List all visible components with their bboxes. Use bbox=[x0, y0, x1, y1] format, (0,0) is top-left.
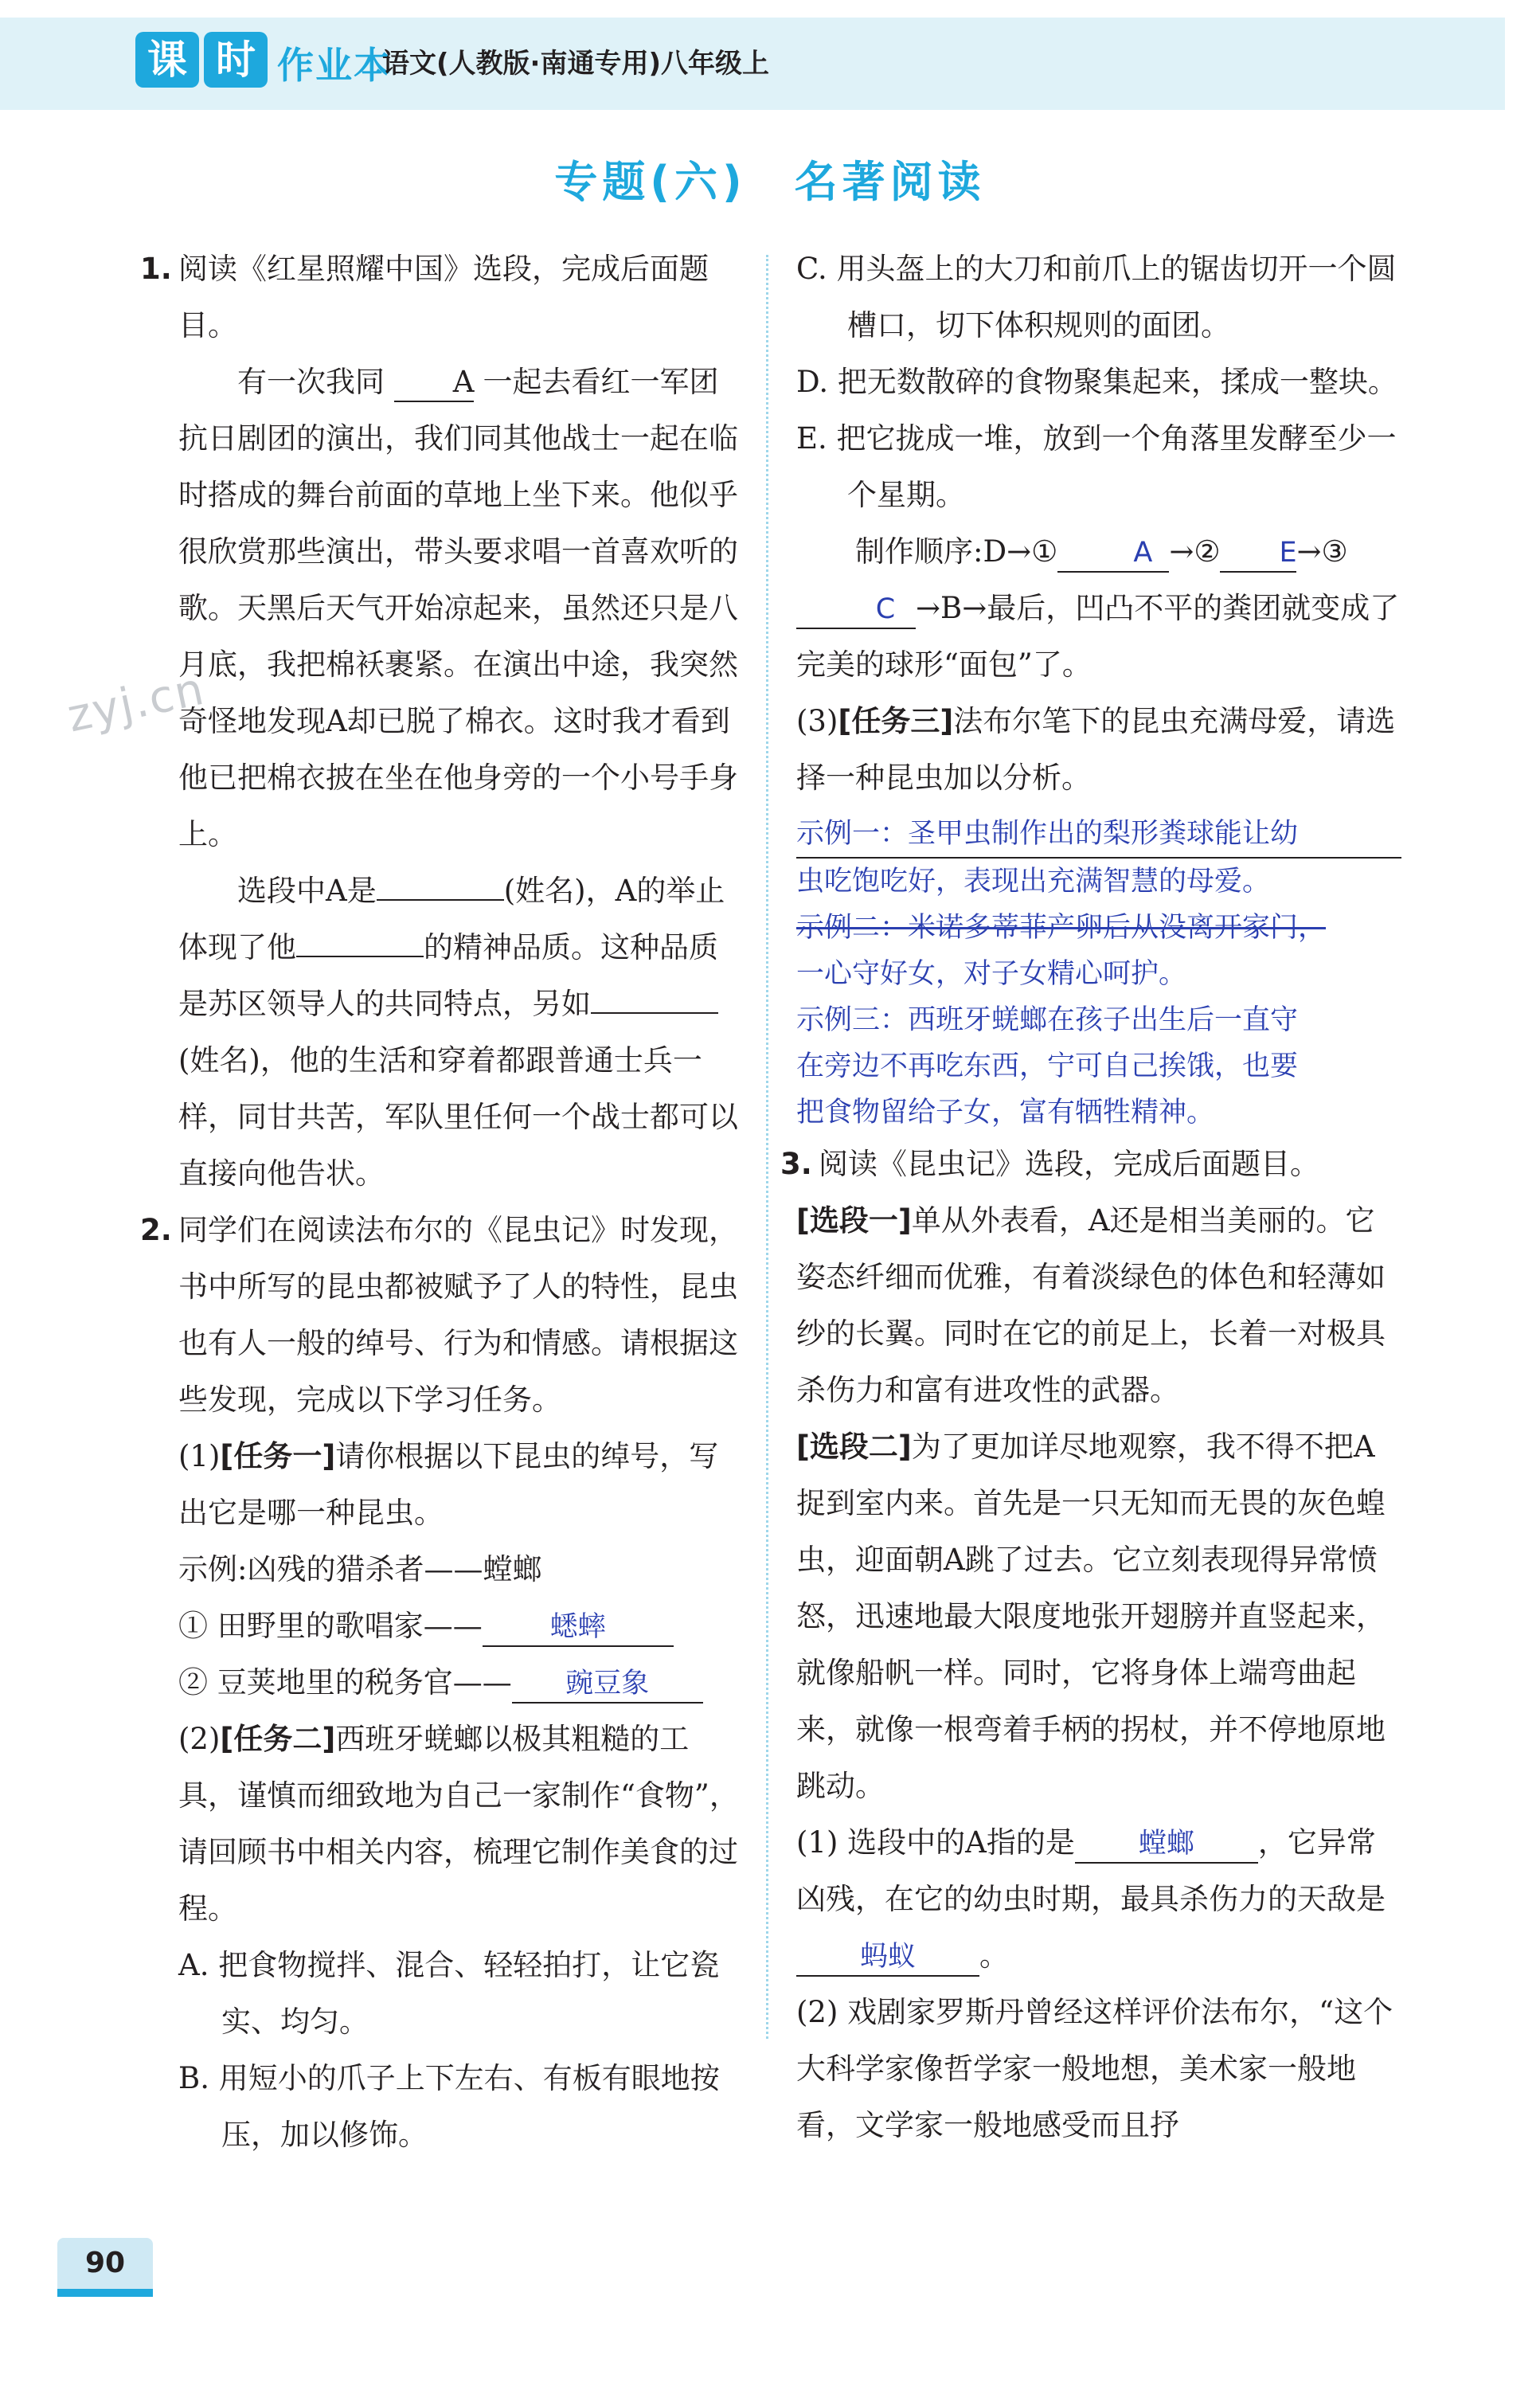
left-column bbox=[140, 241, 745, 2163]
example3-line1: 示例三：西班牙蜣螂在孩子出生后一直守 bbox=[796, 1004, 1299, 1036]
task1-text: 请你根据以下昆虫的绰号，写出它是哪一种昆虫。 bbox=[178, 1439, 719, 1530]
q3-stem bbox=[780, 1136, 1401, 1192]
q3-part1 bbox=[796, 1814, 1401, 1984]
item2-text: ② 豆荚地里的税务官—— bbox=[178, 1665, 512, 1700]
task3-answer bbox=[796, 811, 1401, 1136]
book-subject: 语文(人教版·南通专用)八年级上 bbox=[382, 48, 769, 80]
part1-b: ，它异常凶残，在它的幼虫时期，最具杀伤力的天敌是 bbox=[796, 1825, 1386, 1916]
q1-number: 1. bbox=[140, 252, 172, 286]
q2-stem bbox=[140, 1202, 745, 1428]
q2-item1 bbox=[140, 1598, 745, 1654]
part1-answer-2[interactable]: 蚂蚁 bbox=[796, 1938, 979, 1977]
task1-label: (1) bbox=[178, 1439, 221, 1473]
q3-excerpt2 bbox=[796, 1418, 1401, 1814]
task3-text: 法布尔笔下的昆虫充满母爱，请选择一种昆虫加以分析。 bbox=[796, 704, 1396, 795]
q1-passage-a: 有一次我同 bbox=[237, 365, 385, 399]
column-divider bbox=[766, 255, 768, 2039]
q2-task1 bbox=[140, 1428, 745, 1541]
q2-stem-text: 同学们在阅读法布尔的《昆虫记》时发现，书中所写的昆虫都被赋予了人的特性，昆虫也有人一般的绰号、行为和情感。请根据这些发现，完成以下学习任务。 bbox=[178, 1213, 738, 1417]
example1-line2: 虫吃饱吃好，表现出充满智慧的母爱。 bbox=[796, 866, 1271, 898]
option-d: D. 把无数散碎的食物聚集起来，揉成一整块。 bbox=[796, 365, 1397, 399]
page-number: 90 bbox=[57, 2238, 153, 2289]
q3-part2: (2) 戏剧家罗斯丹曾经这样评价法布尔，“这个大科学家像哲学家一般地想，美术家一般地看，文学家一般地感受而且抒 bbox=[796, 1995, 1393, 2142]
q1-question-c: 的精神品质。这种品质是苏区领导人的共同特点，另如 bbox=[178, 930, 718, 1021]
item2-answer[interactable]: 豌豆象 bbox=[512, 1665, 703, 1704]
q1-question-a: 选段中A是 bbox=[237, 874, 377, 908]
task3-tag: [任务三] bbox=[838, 704, 954, 738]
q3-number: 3. bbox=[780, 1147, 812, 1181]
page-number-bar bbox=[57, 2289, 153, 2297]
order-line bbox=[796, 523, 1401, 693]
excerpt1-text: 单从外表看，A还是相当美丽的。它姿态纤细而优雅，有着淡绿色的体色和轻薄如纱的长翼。同时在它的前足上，长着一对极具杀伤力和富有进攻性的武器。 bbox=[796, 1203, 1386, 1407]
q1-quality-blank[interactable] bbox=[296, 956, 424, 957]
q3-excerpt1 bbox=[796, 1192, 1401, 1418]
example3-line2: 在旁边不再吃东西，宁可自己挨饿，也要 bbox=[796, 1050, 1299, 1082]
q1-name-blank[interactable] bbox=[377, 899, 504, 901]
page-title: 专题(六) 名著阅读 bbox=[554, 157, 986, 207]
example3-line3: 把食物留给子女，富有牺牲精神。 bbox=[796, 1097, 1215, 1129]
q1-question-b: (姓名)，A的举止体现了他 bbox=[178, 874, 725, 964]
watermark: zyj.cn bbox=[63, 663, 210, 743]
right-column bbox=[780, 241, 1401, 2153]
order-suffix: →B→最后，凹凸不平的粪团就变成了完美的球形“面包”了。 bbox=[796, 591, 1400, 682]
order-mid-2: →③ bbox=[1296, 534, 1348, 569]
task2-tag: [任务二] bbox=[220, 1722, 336, 1756]
logo-char-2: 时 bbox=[204, 32, 268, 88]
order-answer-2[interactable]: E bbox=[1220, 534, 1296, 573]
q1-passage-b: 一起去看红一军团抗日剧团的演出，我们同其他战士一起在临时搭成的舞台前面的草地上坐下来。他似乎很欣赏那些演出，带头要求唱一首喜欢听的歌。天黑后天气开始凉起来，虽然还只是八月底，我把棉袄裹紧。在演出中途，我突然奇怪地发现A却已脱了棉衣。这时我才看到他已把棉衣披在坐在他身旁的一个小号手身上。 bbox=[178, 365, 738, 851]
q2-task3 bbox=[796, 693, 1401, 806]
q2-number: 2. bbox=[140, 1213, 172, 1247]
q2-example: 示例:凶残的猎杀者——螳螂 bbox=[178, 1552, 542, 1586]
q1-question-d: (姓名)，他的生活和穿着都跟普通士兵一样，同甘共苦，军队里任何一个战士都可以直接向他告状。 bbox=[178, 1043, 738, 1191]
q1-passage-blank: A bbox=[394, 364, 474, 402]
item1-answer[interactable]: 蟋蟀 bbox=[483, 1609, 674, 1647]
q1-other-name-blank[interactable] bbox=[591, 1012, 718, 1014]
order-prefix: 制作顺序:D→① bbox=[855, 534, 1058, 569]
order-mid-1: →② bbox=[1169, 534, 1221, 569]
example2-line1: 示例二：米诺多蒂菲产卵后从没离开家门， bbox=[796, 912, 1327, 944]
order-answer-3[interactable]: C bbox=[796, 591, 916, 629]
option-b: B. 用短小的爪子上下左右、有板有眼地按压，加以修饰。 bbox=[178, 2061, 720, 2152]
task1-tag: [任务一] bbox=[220, 1439, 336, 1473]
q3-stem-text: 阅读《昆虫记》选段，完成后面题目。 bbox=[819, 1147, 1319, 1181]
part1-answer-1[interactable]: 螳螂 bbox=[1075, 1825, 1258, 1864]
task3-label: (3) bbox=[796, 704, 838, 738]
part1-c: 。 bbox=[979, 1938, 1009, 1973]
excerpt2-tag: [选段二] bbox=[796, 1430, 912, 1464]
example2-line2: 一心守好女，对子女精心呵护。 bbox=[796, 958, 1187, 990]
q1-questions bbox=[140, 863, 745, 1202]
brand-logo bbox=[135, 32, 406, 88]
example1-line1: 示例一：圣甲虫制作出的梨形粪球能让幼 bbox=[796, 811, 1401, 859]
order-answer-1[interactable]: A bbox=[1057, 534, 1169, 573]
q1-passage bbox=[140, 354, 745, 863]
option-c: C. 用头盔上的大刀和前爪上的锯齿切开一个圆槽口，切下体积规则的面团。 bbox=[796, 252, 1397, 342]
part1-a: (1) 选段中的A指的是 bbox=[796, 1825, 1075, 1860]
q1-stem bbox=[140, 241, 745, 354]
item1-text: ① 田野里的歌唱家—— bbox=[178, 1609, 483, 1643]
q1-stem-text: 阅读《红星照耀中国》选段，完成后面题目。 bbox=[178, 252, 709, 342]
logo-text: 作业本 bbox=[277, 44, 392, 87]
excerpt1-tag: [选段一] bbox=[796, 1203, 912, 1238]
option-e: E. 把它拢成一堆，放到一个角落里发酵至少一个星期。 bbox=[796, 421, 1397, 512]
logo-char-1: 课 bbox=[135, 32, 199, 88]
excerpt2-text: 为了更加详尽地观察，我不得不把A捉到室内来。首先是一只无知而无畏的灰色蝗虫，迎面朝A跳了过去。它立刻表现得异常愤怒，迅速地最大限度地张开翅膀并直竖起来，就像船帆一样。同时，它将身体上端弯曲起来，就像一根弯着手柄的拐杖，并不停地原地跳动。 bbox=[796, 1430, 1386, 1803]
q2-item2 bbox=[140, 1654, 745, 1711]
task2-label: (2) bbox=[178, 1722, 221, 1756]
task2-text: 西班牙蜣螂以极其粗糙的工具，谨慎而细致地为自己一家制作“食物”，请回顾书中相关内容，梳理它制作美食的过程。 bbox=[178, 1722, 739, 1926]
option-a: A. 把食物搅拌、混合、轻轻拍打，让它瓷实、均匀。 bbox=[178, 1948, 720, 2039]
q2-task2 bbox=[140, 1711, 745, 1937]
